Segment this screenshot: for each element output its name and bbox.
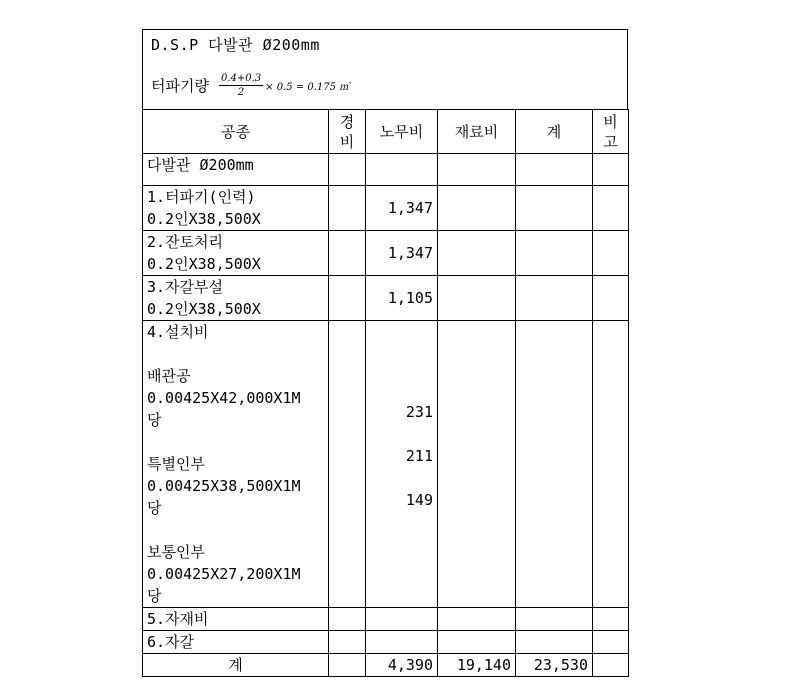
row-remarks [593, 276, 629, 321]
row-total [516, 608, 593, 631]
row-labor [366, 154, 438, 186]
totals-expense [329, 654, 366, 677]
row-labor: 1,105 [366, 276, 438, 321]
row-expense [329, 631, 366, 654]
cost-table [142, 109, 629, 677]
totals-total: 23,530 [516, 654, 593, 677]
labor-special-worker: 211 [405, 447, 433, 465]
row-material [438, 608, 516, 631]
row-remarks [593, 186, 629, 231]
row-expense [329, 154, 366, 186]
formula-fraction [219, 72, 263, 99]
totals-remarks [593, 654, 629, 677]
col-header-expense: 경 비 [329, 110, 366, 154]
sheet-title: D.S.P 다발관 Ø200mm [151, 36, 320, 54]
sheet-header [142, 29, 628, 109]
row-item: 2.잔토처리 0.2인X38,500X [143, 231, 329, 276]
labor-general-worker: 149 [405, 491, 433, 509]
table-row [143, 186, 629, 231]
row-material [438, 321, 516, 608]
col-header-remarks: 비 고 [593, 110, 629, 154]
row-item: 다발관 Ø200mm [143, 154, 329, 186]
row-labor [366, 631, 438, 654]
formula-numerator: 0.4+0.3 [220, 73, 262, 84]
col-header-work: 공종 [143, 110, 329, 154]
table-row [143, 231, 629, 276]
row-material [438, 186, 516, 231]
table-row [143, 321, 629, 608]
row-expense [329, 231, 366, 276]
row-labor: 1,347 [366, 186, 438, 231]
row-item: 5.자재비 [143, 608, 329, 631]
row-item: 3.자갈부설 0.2인X38,500X [143, 276, 329, 321]
formula-result: × 0.5 = 0.175 ㎥ [265, 82, 350, 93]
row-item: 1.터파기(인력) 0.2인X38,500X [143, 186, 329, 231]
totals-label: 계 [143, 654, 329, 677]
table-header-row [143, 110, 629, 154]
row-material [438, 154, 516, 186]
row-expense [329, 321, 366, 608]
labor-pipe-layer: 231 [405, 403, 433, 421]
row-labor [366, 321, 438, 608]
totals-row [143, 654, 629, 677]
row-item: 6.자갈 [143, 631, 329, 654]
table-row [143, 154, 629, 186]
row-material [438, 276, 516, 321]
row-remarks [593, 631, 629, 654]
row-expense [329, 276, 366, 321]
row-remarks [593, 231, 629, 276]
formula-denominator: 2 [237, 87, 245, 98]
row-material [438, 631, 516, 654]
row-total [516, 186, 593, 231]
cost-sheet [142, 29, 628, 677]
row-expense [329, 186, 366, 231]
col-header-total: 계 [516, 110, 593, 154]
excavation-formula [151, 72, 349, 99]
table-row [143, 608, 629, 631]
row-total [516, 154, 593, 186]
row-total [516, 276, 593, 321]
row-total [516, 631, 593, 654]
row-labor: 1,347 [366, 231, 438, 276]
row-total [516, 321, 593, 608]
totals-material: 19,140 [438, 654, 516, 677]
row-expense [329, 608, 366, 631]
row-remarks [593, 608, 629, 631]
row-total [516, 231, 593, 276]
totals-labor: 4,390 [366, 654, 438, 677]
row-labor [366, 608, 438, 631]
table-row [143, 631, 629, 654]
row-remarks [593, 154, 629, 186]
table-row [143, 276, 629, 321]
col-header-material: 재료비 [438, 110, 516, 154]
row-remarks [593, 321, 629, 608]
row-item: 4.설치비 배관공 0.00425X42,000X1M 당 특별인부 0.00425X38,500X1M 당 보통인부 0.00425X27,200X1M 당 [143, 321, 329, 608]
row-material [438, 231, 516, 276]
col-header-labor: 노무비 [366, 110, 438, 154]
formula-label: 터파기량 [151, 77, 209, 95]
